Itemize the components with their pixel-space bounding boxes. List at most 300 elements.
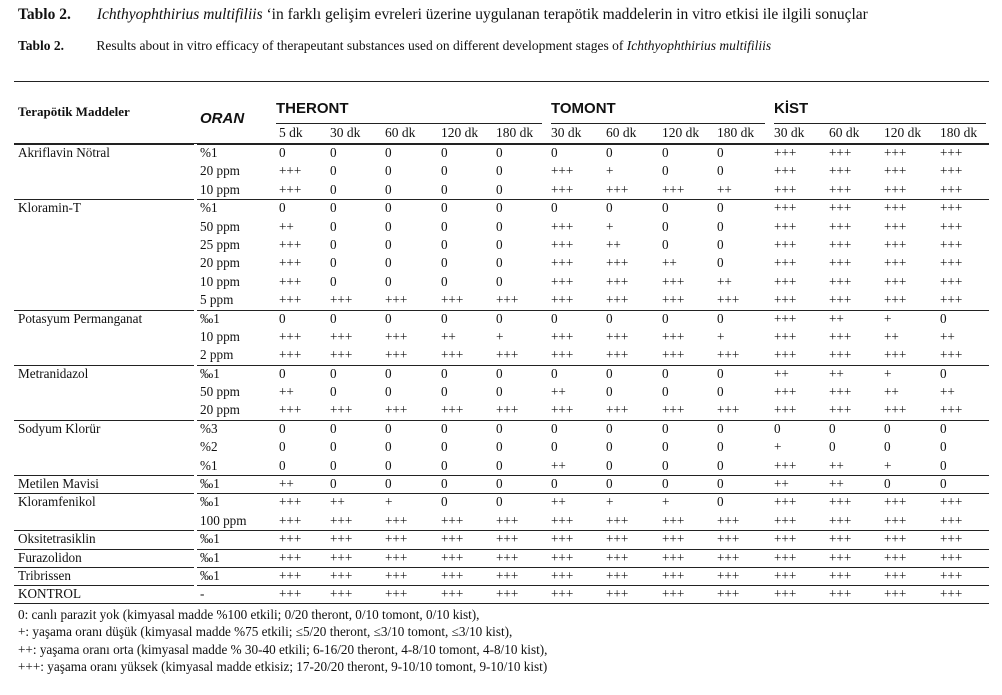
survival-score: +++	[606, 273, 629, 289]
table-row	[0, 346, 1002, 364]
survival-score: ++	[330, 494, 345, 510]
table-row	[0, 401, 1002, 419]
survival-score: +	[884, 457, 892, 473]
survival-score: 0	[441, 255, 448, 271]
survival-score: +++	[829, 347, 852, 363]
survival-score: +++	[551, 512, 574, 528]
time-header: 30 dk	[551, 125, 582, 140]
survival-score: +++	[774, 273, 797, 289]
survival-score: +++	[441, 567, 464, 583]
survival-score: +++	[385, 328, 408, 344]
survival-score: +++	[279, 163, 302, 179]
table-row	[0, 254, 1002, 272]
survival-score: +++	[606, 292, 629, 308]
survival-score: 0	[940, 310, 947, 326]
survival-score: +++	[829, 181, 852, 197]
survival-score: +++	[662, 512, 685, 528]
survival-score: +++	[330, 347, 353, 363]
survival-score: +++	[551, 181, 574, 197]
survival-score: 0	[884, 420, 891, 436]
row-rule	[197, 199, 989, 200]
table-row	[0, 493, 1002, 511]
survival-score: 0	[441, 181, 448, 197]
survival-score: +	[662, 494, 670, 510]
time-header: 60 dk	[385, 125, 416, 140]
survival-score: +++	[940, 163, 963, 179]
survival-score: +++	[774, 586, 797, 602]
survival-score: +++	[441, 292, 464, 308]
table-row	[0, 457, 1002, 475]
survival-score: 0	[606, 457, 613, 473]
survival-score: +++	[774, 218, 797, 234]
table-row	[0, 438, 1002, 456]
survival-score: +++	[940, 494, 963, 510]
dose-value: ‰1	[200, 494, 220, 510]
survival-score: +++	[279, 586, 302, 602]
survival-score: 0	[330, 384, 337, 400]
survival-score: +++	[279, 494, 302, 510]
survival-score: +++	[551, 236, 574, 252]
survival-score: +++	[551, 255, 574, 271]
survival-score: +++	[496, 531, 519, 547]
survival-score: 0	[717, 236, 724, 252]
row-rule	[197, 530, 989, 531]
row-rule	[197, 549, 989, 550]
time-header: 120 dk	[662, 125, 700, 140]
survival-score: 0	[717, 310, 724, 326]
survival-score: +++	[829, 255, 852, 271]
survival-score: 0	[330, 163, 337, 179]
survival-score: ++	[551, 384, 566, 400]
survival-score: +++	[606, 255, 629, 271]
survival-score: +++	[940, 586, 963, 602]
survival-score: +++	[717, 531, 740, 547]
survival-score: 0	[330, 218, 337, 234]
survival-score: +++	[829, 292, 852, 308]
survival-score: ++	[940, 328, 955, 344]
survival-score: +++	[774, 292, 797, 308]
survival-score: 0	[551, 310, 558, 326]
table-row	[0, 475, 1002, 493]
survival-score: +++	[940, 236, 963, 252]
substance-name: Kloramfenikol	[18, 494, 96, 510]
time-header: 60 dk	[606, 125, 637, 140]
survival-score: +++	[441, 549, 464, 565]
substance-name: Oksitetrasiklin	[18, 531, 96, 547]
survival-score: +++	[496, 586, 519, 602]
survival-score: 0	[385, 365, 392, 381]
survival-score: +++	[496, 402, 519, 418]
survival-score: 0	[551, 420, 558, 436]
survival-score: +++	[385, 586, 408, 602]
time-header: 60 dk	[829, 125, 860, 140]
survival-score: +++	[385, 512, 408, 528]
table-top-rule	[14, 81, 989, 82]
survival-score: +++	[829, 549, 852, 565]
table-row	[0, 585, 1002, 603]
substance-name: Kloramin-T	[18, 200, 81, 216]
table-row	[0, 310, 1002, 328]
survival-score: 0	[606, 310, 613, 326]
survival-score: 0	[606, 439, 613, 455]
survival-score: 0	[279, 365, 286, 381]
survival-score: +++	[829, 236, 852, 252]
survival-score: +++	[279, 328, 302, 344]
survival-score: +++	[940, 273, 963, 289]
survival-score: +++	[662, 586, 685, 602]
table-row	[0, 530, 1002, 548]
survival-score: 0	[496, 273, 503, 289]
dose-value: 20 ppm	[200, 402, 240, 418]
survival-score: 0	[385, 310, 392, 326]
dose-value: 5 ppm	[200, 292, 234, 308]
survival-score: +++	[829, 512, 852, 528]
row-rule	[197, 144, 989, 145]
survival-score: +++	[829, 402, 852, 418]
caption-text: ‘in farklı gelişim evreleri üzerine uygulanan terapötik maddelerin in vitro etkisi ile ilgili sonuçlar	[262, 6, 868, 23]
survival-score: +++	[441, 347, 464, 363]
survival-score: +++	[884, 494, 907, 510]
survival-score: +	[385, 494, 393, 510]
survival-score: +++	[774, 494, 797, 510]
survival-score: +++	[774, 163, 797, 179]
time-header: 30 dk	[774, 125, 805, 140]
survival-score: +++	[829, 200, 852, 216]
survival-score: 0	[717, 384, 724, 400]
survival-score: +++	[496, 292, 519, 308]
group-rule-theront	[276, 123, 542, 124]
survival-score: 0	[496, 310, 503, 326]
time-header: 180 dk	[496, 125, 534, 140]
survival-score: ++	[551, 457, 566, 473]
dose-value: %1	[200, 200, 218, 216]
dose-value: %1	[200, 145, 218, 160]
table-row	[0, 420, 1002, 438]
survival-score: ++	[551, 494, 566, 510]
survival-score: 0	[385, 163, 392, 179]
survival-score: ++	[279, 476, 294, 492]
survival-score: 0	[441, 457, 448, 473]
survival-score: +++	[717, 567, 740, 583]
survival-score: 0	[279, 145, 286, 160]
survival-score: 0	[330, 200, 337, 216]
dose-value: 10 ppm	[200, 181, 240, 197]
survival-score: +++	[884, 181, 907, 197]
survival-score: 0	[717, 255, 724, 271]
survival-score: +++	[884, 200, 907, 216]
survival-score: +++	[551, 531, 574, 547]
results-table-body	[0, 144, 1002, 604]
survival-score: +++	[829, 218, 852, 234]
substance-name: Tribrissen	[18, 567, 72, 583]
survival-score: +++	[829, 586, 852, 602]
survival-score: 0	[496, 236, 503, 252]
survival-score: +++	[330, 512, 353, 528]
survival-score: 0	[496, 255, 503, 271]
survival-score: +++	[551, 567, 574, 583]
survival-score: +++	[496, 347, 519, 363]
survival-score: 0	[330, 236, 337, 252]
caption-species: Ichthyophthirius multifiliis	[96, 6, 263, 23]
survival-score: 0	[717, 145, 724, 160]
time-header: 180 dk	[940, 125, 978, 140]
survival-score: +++	[774, 236, 797, 252]
table-row	[0, 383, 1002, 401]
survival-score: +++	[441, 402, 464, 418]
dose-value: %2	[200, 439, 218, 455]
survival-score: +	[606, 494, 614, 510]
survival-score: +++	[774, 402, 797, 418]
dose-value: -	[200, 586, 205, 602]
survival-score: ++	[606, 236, 621, 252]
survival-score: 0	[662, 236, 669, 252]
survival-score: 0	[884, 439, 891, 455]
survival-score: 0	[551, 365, 558, 381]
survival-score: ++	[279, 218, 294, 234]
survival-score: +++	[774, 549, 797, 565]
survival-score: +	[717, 328, 725, 344]
survival-score: 0	[385, 200, 392, 216]
survival-score: +++	[330, 402, 353, 418]
survival-score: +++	[385, 549, 408, 565]
survival-score: +++	[774, 347, 797, 363]
table-row	[0, 273, 1002, 291]
survival-score: 0	[496, 476, 503, 492]
survival-score: +++	[940, 145, 963, 160]
survival-score: 0	[940, 420, 947, 436]
substance-name: Metranidazol	[18, 365, 89, 381]
survival-score: +++	[884, 347, 907, 363]
survival-score: +++	[774, 567, 797, 583]
dose-value: 2 ppm	[200, 347, 234, 363]
table-row	[0, 236, 1002, 254]
group-header-tomont: TOMONT	[551, 100, 616, 117]
survival-score: +++	[774, 200, 797, 216]
survival-score: 0	[884, 476, 891, 492]
survival-score: 0	[441, 384, 448, 400]
survival-score: 0	[330, 439, 337, 455]
survival-score: 0	[496, 218, 503, 234]
survival-score: 0	[662, 145, 669, 160]
survival-score: 0	[441, 310, 448, 326]
survival-score: 0	[662, 384, 669, 400]
survival-score: 0	[717, 163, 724, 179]
survival-score: +++	[717, 347, 740, 363]
survival-score: +++	[441, 586, 464, 602]
survival-score: 0	[662, 365, 669, 381]
survival-score: 0	[496, 200, 503, 216]
survival-score: 0	[717, 476, 724, 492]
time-header: 120 dk	[441, 125, 479, 140]
survival-score: +++	[774, 310, 797, 326]
caption-label: Tablo 2.	[18, 38, 65, 53]
survival-score: 0	[606, 365, 613, 381]
survival-score: 0	[940, 457, 947, 473]
survival-score: ++	[940, 384, 955, 400]
substance-name: Potasyum Permanganat	[18, 310, 143, 326]
survival-score: +++	[717, 512, 740, 528]
survival-score: +++	[884, 255, 907, 271]
survival-score: 0	[662, 218, 669, 234]
survival-score: +++	[606, 586, 629, 602]
survival-score: 0	[662, 420, 669, 436]
survival-score: +++	[606, 347, 629, 363]
time-header: 180 dk	[717, 125, 755, 140]
dose-value: ‰1	[200, 549, 220, 565]
dose-value: ‰1	[200, 567, 220, 583]
survival-score: +++	[662, 181, 685, 197]
survival-score: +++	[606, 328, 629, 344]
table-row	[0, 162, 1002, 180]
time-header: 120 dk	[884, 125, 922, 140]
survival-score: ++	[829, 365, 844, 381]
survival-score: 0	[496, 420, 503, 436]
survival-score: ++	[774, 476, 789, 492]
survival-score: +++	[279, 549, 302, 565]
survival-score: 0	[717, 200, 724, 216]
survival-score: 0	[385, 384, 392, 400]
survival-score: +++	[940, 200, 963, 216]
dose-value: 50 ppm	[200, 218, 240, 234]
group-header-kist: KİST	[774, 100, 809, 117]
group-rule-kist	[774, 123, 986, 124]
survival-score: 0	[717, 439, 724, 455]
survival-score: 0	[606, 384, 613, 400]
survival-score: 0	[385, 476, 392, 492]
table-row	[0, 365, 1002, 383]
time-header: 5 dk	[279, 125, 303, 140]
survival-score: +++	[940, 181, 963, 197]
legend-item: ++: yaşama oranı orta (kimyasal madde % 30-40 etkili; 6-16/20 theront, 4-8/10 tomont, 4-8/10 kist),	[18, 641, 548, 657]
caption-turkish	[18, 6, 868, 24]
survival-score: 0	[330, 181, 337, 197]
caption-species: Ichthyophthirius multifiliis	[626, 38, 772, 53]
survival-score: +++	[662, 531, 685, 547]
substance-name: Furazolidon	[18, 549, 82, 565]
survival-score: 0	[606, 476, 613, 492]
survival-score: +	[884, 365, 892, 381]
survival-score: 0	[717, 420, 724, 436]
survival-score: 0	[662, 476, 669, 492]
survival-score: +++	[606, 402, 629, 418]
dose-value: 10 ppm	[200, 273, 240, 289]
survival-score: +++	[441, 531, 464, 547]
survival-score: +++	[606, 512, 629, 528]
survival-score: +	[496, 328, 504, 344]
survival-score: +++	[385, 347, 408, 363]
legend-item: +: yaşama oranı düşük (kimyasal madde %75 etkili; ≤5/20 theront, ≤3/10 tomont, ≤3/10 kist),	[18, 624, 513, 640]
substance-name: Metilen Mavisi	[18, 476, 99, 492]
survival-score: +++	[884, 145, 907, 160]
table-row	[0, 328, 1002, 346]
dose-value: %3	[200, 420, 218, 436]
survival-score: +++	[606, 531, 629, 547]
survival-score: 0	[551, 439, 558, 455]
dose-value: ‰1	[200, 310, 220, 326]
survival-score: +++	[717, 292, 740, 308]
survival-score: +++	[551, 328, 574, 344]
survival-score: ++	[717, 181, 732, 197]
survival-score: 0	[385, 145, 392, 160]
table-bottom-rule	[14, 603, 989, 604]
survival-score: +++	[829, 273, 852, 289]
survival-score: +++	[662, 549, 685, 565]
survival-score: +++	[884, 236, 907, 252]
survival-score: 0	[717, 218, 724, 234]
survival-score: +++	[829, 567, 852, 583]
caption-text: Results about in vitro efficacy of therapeutant substances used on different development stages of	[96, 38, 627, 53]
dose-value: ‰1	[200, 476, 220, 492]
survival-score: 0	[385, 236, 392, 252]
survival-score: +++	[279, 512, 302, 528]
survival-score: 0	[717, 457, 724, 473]
survival-score: +++	[662, 328, 685, 344]
survival-score: +++	[717, 549, 740, 565]
survival-score: ++	[829, 457, 844, 473]
column-header-substances: Terapötik Maddeler	[18, 104, 130, 119]
survival-score: 0	[829, 439, 836, 455]
caption-english	[18, 38, 771, 54]
survival-score: +++	[551, 273, 574, 289]
dose-value: ‰1	[200, 531, 220, 547]
survival-score: +++	[940, 531, 963, 547]
survival-score: +	[606, 218, 614, 234]
survival-score: +++	[279, 181, 302, 197]
survival-score: 0	[385, 255, 392, 271]
survival-score: +++	[662, 402, 685, 418]
survival-score: 0	[717, 365, 724, 381]
survival-score: ++	[662, 255, 677, 271]
caption-label: Tablo 2.	[18, 6, 71, 23]
row-rule	[197, 365, 989, 366]
dose-value: 100 ppm	[200, 512, 247, 528]
survival-score: +++	[330, 328, 353, 344]
table-row	[0, 512, 1002, 530]
survival-score: +++	[774, 328, 797, 344]
survival-score: 0	[330, 310, 337, 326]
survival-score: +++	[940, 549, 963, 565]
table-row	[0, 218, 1002, 236]
survival-score: 0	[496, 384, 503, 400]
survival-score: +++	[551, 292, 574, 308]
dose-value: 20 ppm	[200, 255, 240, 271]
survival-score: +++	[884, 273, 907, 289]
survival-score: 0	[606, 145, 613, 160]
survival-score: +++	[829, 384, 852, 400]
survival-score: +++	[884, 163, 907, 179]
survival-score: 0	[441, 163, 448, 179]
survival-score: 0	[662, 457, 669, 473]
survival-score: +++	[884, 402, 907, 418]
survival-score: +++	[385, 292, 408, 308]
survival-score: +	[884, 310, 892, 326]
survival-score: 0	[441, 200, 448, 216]
survival-score: 0	[330, 457, 337, 473]
substance-name: Akriflavin Nötral	[18, 145, 110, 160]
survival-score: ++	[884, 328, 899, 344]
survival-score: 0	[662, 310, 669, 326]
survival-score: +++	[606, 181, 629, 197]
survival-score: 0	[385, 420, 392, 436]
survival-score: +++	[774, 181, 797, 197]
survival-score: 0	[829, 420, 836, 436]
survival-score: +++	[940, 347, 963, 363]
survival-score: +++	[279, 255, 302, 271]
survival-score: 0	[441, 236, 448, 252]
survival-score: 0	[330, 273, 337, 289]
dose-value: 10 ppm	[200, 328, 240, 344]
survival-score: +++	[829, 531, 852, 547]
